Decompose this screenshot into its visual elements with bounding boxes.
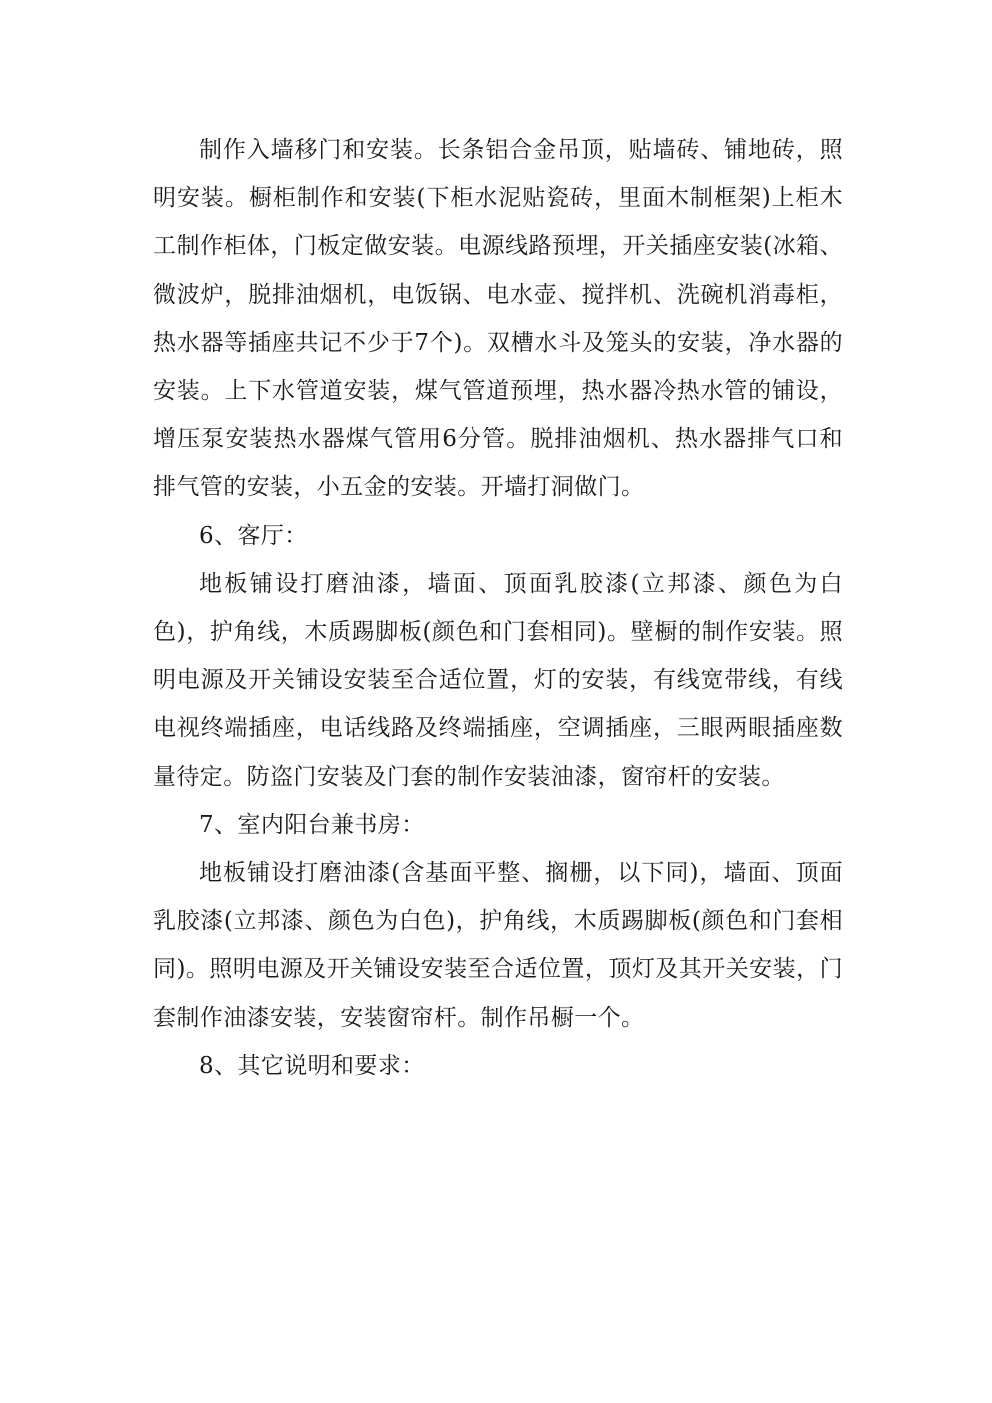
section-heading-living-room: 6、客厅： <box>199 522 308 549</box>
document-body <box>153 126 843 1090</box>
balcony-study-paragraph: 地板铺设打磨油漆(含基面平整、搁栅，以下同)，墙面、顶面乳胶漆(立邦漆、颜色为白色)，护角线，木质踢脚板(颜色和门套相同)。照明电源及开关铺设安装至合适位置，顶灯及其开关安装，门套制作油漆安装，安装窗帘杆。制作吊橱一个。 <box>153 860 843 1031</box>
living-room-paragraph: 地板铺设打磨油漆，墙面、顶面乳胶漆(立邦漆、颜色为白色)，护角线，木质踢脚板(颜色和门套相同)。壁橱的制作安装。照明电源及开关铺设安装至合适位置，灯的安装，有线宽带线，有线电视终端插座，电话线路及终端插座，空调插座，三眼两眼插座数量待定。防盗门安装及门套的制作安装油漆，窗帘杆的安装。 <box>153 570 843 790</box>
kitchen-paragraph: 制作入墙移门和安装。长条铝合金吊顶，贴墙砖、铺地砖，照明安装。橱柜制作和安装(下柜水泥贴瓷砖，里面木制框架)上柜木工制作柜体，门板定做安装。电源线路预埋，开关插座安装(冰箱、微波炉，脱排油烟机，电饭锅、电水壶、搅拌机、洗碗机消毒柜，热水器等插座共记不少于7个)。双槽水斗及笼头的安装，净水器的安装。上下水管道安装，煤气管道预埋，热水器冷热水管的铺设，增压泵安装热水器煤气管用6分管。脱排油烟机、热水器排气口和排气管的安装，小五金的安装。开墙打洞做门。 <box>153 137 843 501</box>
section-heading-other-requirements: 8、其它说明和要求： <box>199 1052 425 1079</box>
section-heading-balcony-study: 7、室内阳台兼书房： <box>199 811 425 838</box>
